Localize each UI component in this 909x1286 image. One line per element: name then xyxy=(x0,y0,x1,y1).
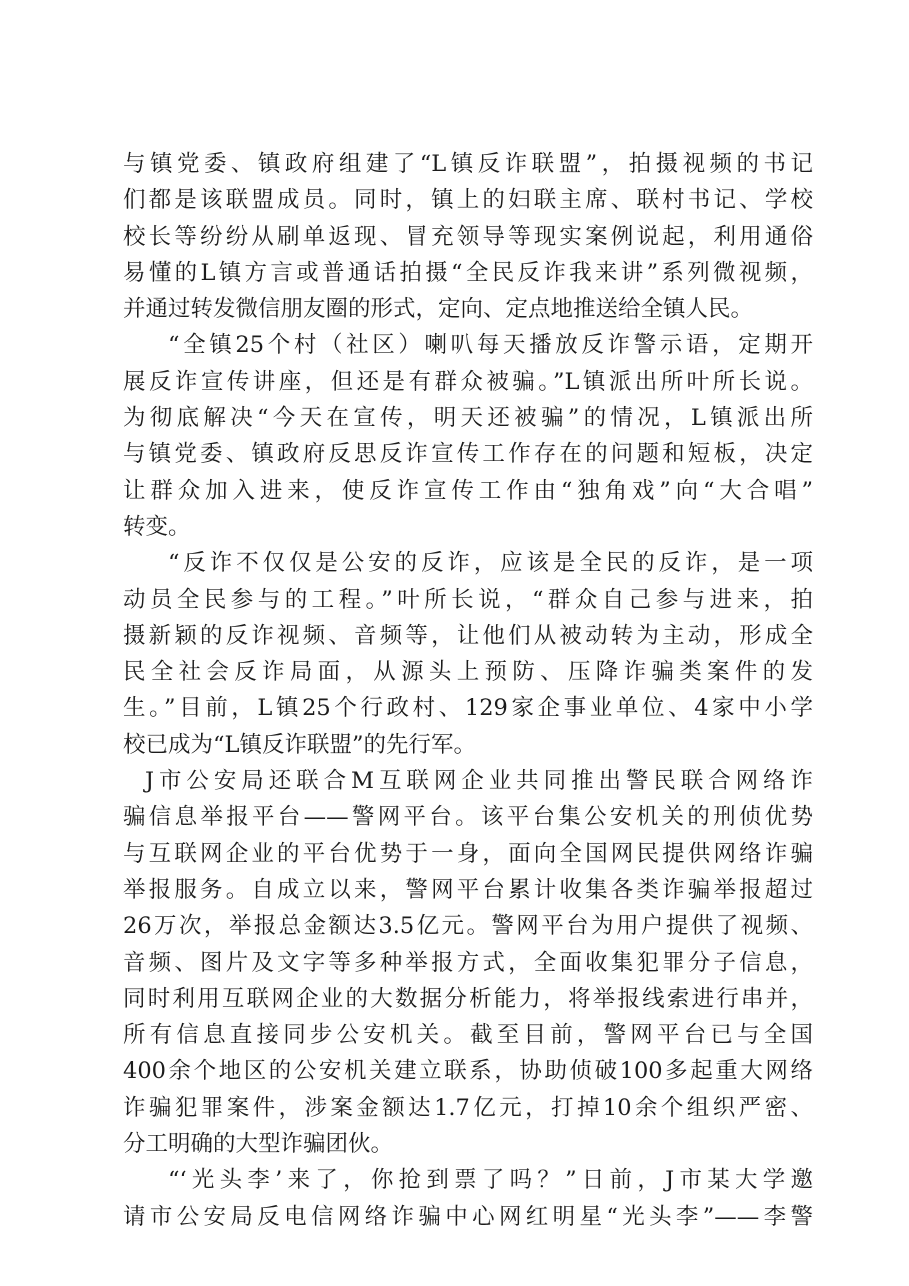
text-line: 摄新颖的反诈视频、音频等，让他们从被动转为主动，形成全 xyxy=(123,622,813,649)
text-line: 与镇党委、镇政府组建了“L镇反诈联盟”，拍摄视频的书记 xyxy=(123,151,813,177)
text-line: 校已成为“L镇反诈联盟”的先行军。 xyxy=(123,731,476,758)
text-line: 民全社会反诈局面，从源头上预防、压降诈骗类案件的发 xyxy=(123,659,813,686)
text-line: 举报服务。自成立以来，警网平台累计收集各类诈骗举报超过 xyxy=(123,876,813,903)
text-line: “反诈不仅仅是公安的反诈，应该是全民的反诈，是一项 xyxy=(168,550,813,577)
text-line: 让群众加入进来，使反诈宣传工作由“独角戏”向“大合唱” xyxy=(123,477,813,504)
text-line: 26万次，举报总金额达3.5亿元。警网平台为用户提供了视频、 xyxy=(123,913,813,940)
text-line: 校长等纷纷从刷单返现、冒充领导等现实案例说起，利用通俗 xyxy=(123,223,813,250)
text-line: 所有信息直接同步公安机关。截至目前，警网平台已与全国 xyxy=(123,1022,813,1049)
body-text xyxy=(123,146,813,1235)
text-line: “‘光头李’来了，你抢到票了吗？”日前，J市某大学邀 xyxy=(168,1167,813,1194)
text-line: “全镇25个村（社区）喇叭每天播放反诈警示语，定期开 xyxy=(168,332,813,359)
text-line: 并通过转发微信朋友圈的形式，定向、定点地推送给全镇人民。 xyxy=(123,296,754,323)
text-line: 同时利用互联网企业的大数据分析能力，将举报线索进行串并， xyxy=(123,985,813,1012)
text-line: 转变。 xyxy=(123,513,191,540)
text-line: 与镇党委、镇政府反思反诈宣传工作存在的问题和短板，决定 xyxy=(123,441,813,468)
text-line: 们都是该联盟成员。同时，镇上的妇联主席、联村书记、学校 xyxy=(123,187,813,214)
text-line: 展反诈宣传讲座，但还是有群众被骗。”L镇派出所叶所长说。 xyxy=(123,368,813,395)
text-line: 400余个地区的公安机关建立联系，协助侦破100多起重大网络 xyxy=(123,1058,813,1085)
text-line: J市公安局还联合M互联网企业共同推出警民联合网络诈 xyxy=(145,768,813,795)
text-line: 分工明确的大型诈骗团伙。 xyxy=(123,1131,394,1158)
text-line: 骗信息举报平台——警网平台。该平台集公安机关的刑侦优势 xyxy=(123,804,813,831)
text-line: 易懂的L镇方言或普通话拍摄“全民反诈我来讲”系列微视频， xyxy=(123,259,813,286)
text-line: 诈骗犯罪案件，涉案金额达1.7亿元，打掉10余个组织严密、 xyxy=(123,1094,813,1121)
text-line: 音频、图片及文字等多种举报方式，全面收集犯罪分子信息， xyxy=(123,949,813,976)
text-line: 与互联网企业的平台优势于一身，面向全国网民提供网络诈骗 xyxy=(123,840,813,867)
text-line: 为彻底解决“今天在宣传，明天还被骗”的情况，L镇派出所 xyxy=(123,405,813,432)
text-line: 请市公安局反电信网络诈骗中心网红明星“光头李”——李警 xyxy=(123,1203,813,1230)
text-line: 动员全民参与的工程。”叶所长说，“群众自己参与进来，拍 xyxy=(123,586,813,613)
text-line: 生。”目前，L镇25个行政村、129家企事业单位、4家中小学 xyxy=(123,695,813,722)
